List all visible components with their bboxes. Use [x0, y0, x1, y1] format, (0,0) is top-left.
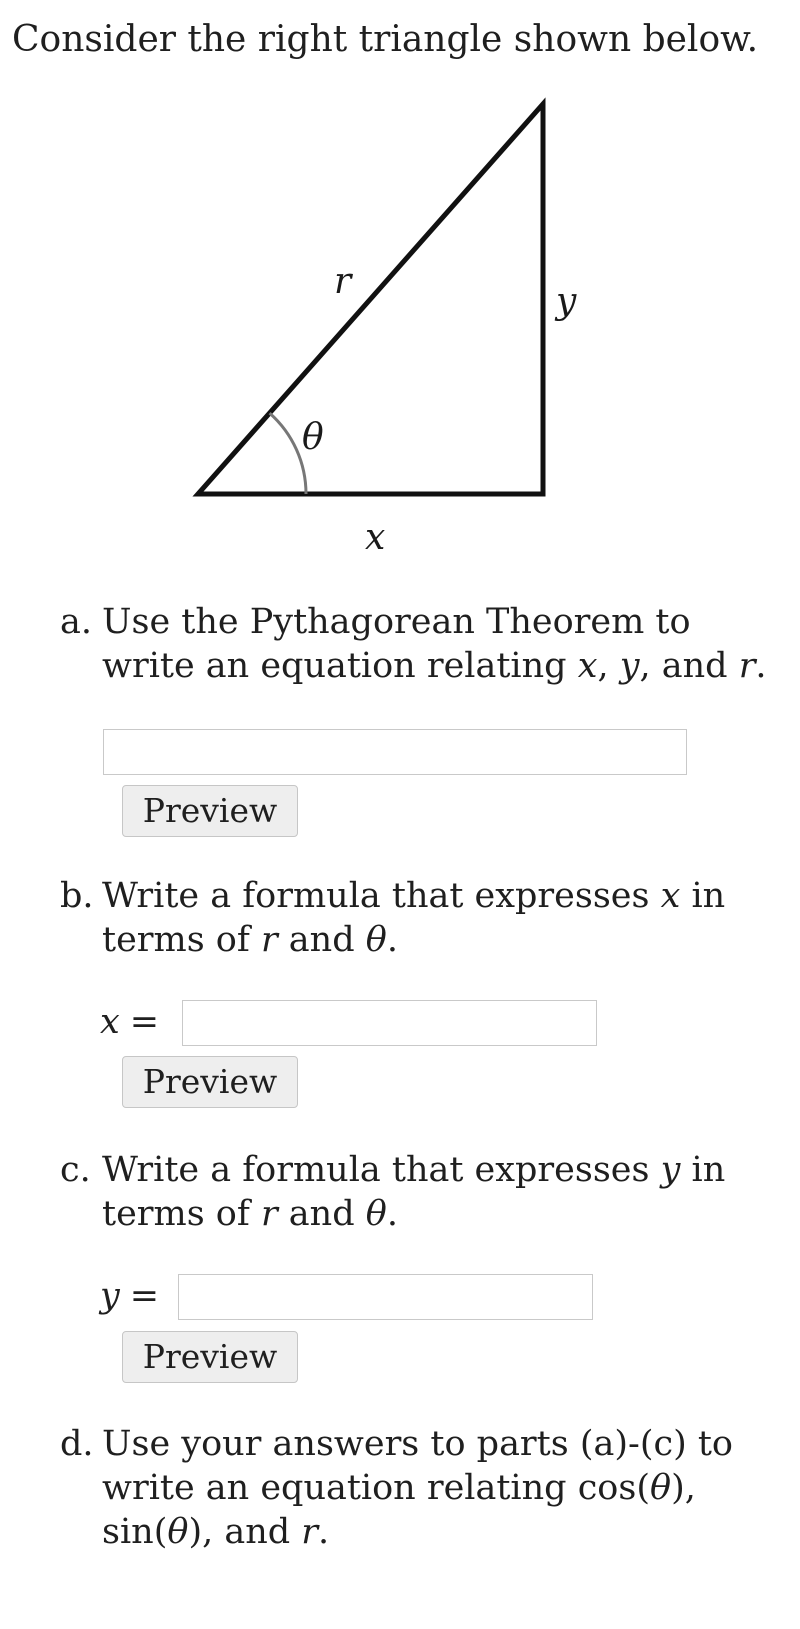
part-d-end: .: [318, 1512, 330, 1552]
part-d-sin-close: ), and: [188, 1512, 302, 1552]
part-c-var-r: r: [260, 1194, 278, 1234]
problem-intro: Consider the right triangle shown below.: [12, 19, 759, 60]
part-c-text3: and: [277, 1194, 366, 1234]
part-d-text: Use your answers to parts (a)-(c) to write an equation relating: [102, 1424, 733, 1508]
part-c-letter: c.: [60, 1150, 91, 1190]
part-c: [60, 1148, 790, 1236]
part-a-preview-button[interactable]: Preview: [122, 785, 298, 837]
part-a-var-y: y: [619, 646, 640, 686]
part-c-label-var: y: [100, 1276, 120, 1316]
part-b-text: Write a formula that expresses: [102, 876, 661, 916]
part-d-sin-open: sin(: [102, 1512, 168, 1552]
label-angle-theta: θ: [302, 417, 324, 458]
part-b-preview-button[interactable]: Preview: [122, 1056, 298, 1108]
part-a-var-r: r: [738, 646, 756, 686]
part-c-label-equals: =: [129, 1276, 160, 1316]
part-c-var-y: y: [660, 1150, 681, 1190]
label-hypotenuse-r: r: [334, 261, 352, 302]
part-b-var-theta: θ: [365, 920, 387, 960]
triangle-diagram: [0, 0, 800, 580]
part-b-var-r: r: [260, 920, 278, 960]
part-a-question: [102, 600, 790, 688]
part-d-var-theta-2: θ: [167, 1512, 189, 1552]
part-d: [60, 1422, 790, 1554]
part-c-input-label: [100, 1274, 159, 1318]
part-d-cos-close: ),: [671, 1468, 696, 1508]
part-b-input-label: [100, 1000, 159, 1044]
part-a-sep2: , and: [639, 646, 739, 686]
part-b-end: .: [386, 920, 398, 960]
part-b-answer-input[interactable]: [182, 1000, 597, 1046]
label-base-x: x: [365, 517, 386, 558]
part-b-var-x: x: [660, 876, 681, 916]
part-b-label-var: x: [100, 1002, 120, 1042]
part-c-text2: in terms of: [102, 1150, 726, 1234]
part-a-text: Use the Pythagorean Theorem to write an equation relating: [102, 602, 691, 686]
part-b-label-equals: =: [129, 1002, 160, 1042]
label-vertical-y: y: [556, 281, 577, 322]
part-b-letter: b.: [60, 876, 94, 916]
part-b-text3: and: [277, 920, 366, 960]
angle-arc: [270, 413, 306, 494]
part-a-sep1: ,: [597, 646, 620, 686]
triangle-outline: [198, 104, 543, 494]
part-c-var-theta: θ: [365, 1194, 387, 1234]
part-a: [60, 600, 790, 688]
part-c-preview-button[interactable]: Preview: [122, 1331, 298, 1383]
part-c-question: [102, 1148, 790, 1236]
part-d-question: [102, 1422, 790, 1554]
part-a-end: .: [755, 646, 767, 686]
part-a-var-x: x: [577, 646, 598, 686]
part-d-letter: d.: [60, 1424, 94, 1464]
part-b: [60, 874, 790, 962]
part-a-letter: a.: [60, 602, 92, 642]
part-c-answer-input[interactable]: [178, 1274, 593, 1320]
part-b-text2: in terms of: [102, 876, 726, 960]
part-b-question: [102, 874, 790, 962]
part-c-end: .: [386, 1194, 398, 1234]
part-d-cos-open: cos(: [577, 1468, 650, 1508]
part-d-var-r: r: [301, 1512, 319, 1552]
part-d-var-theta-1: θ: [649, 1468, 672, 1508]
part-c-text: Write a formula that expresses: [102, 1150, 661, 1190]
part-a-answer-input[interactable]: [103, 729, 687, 775]
